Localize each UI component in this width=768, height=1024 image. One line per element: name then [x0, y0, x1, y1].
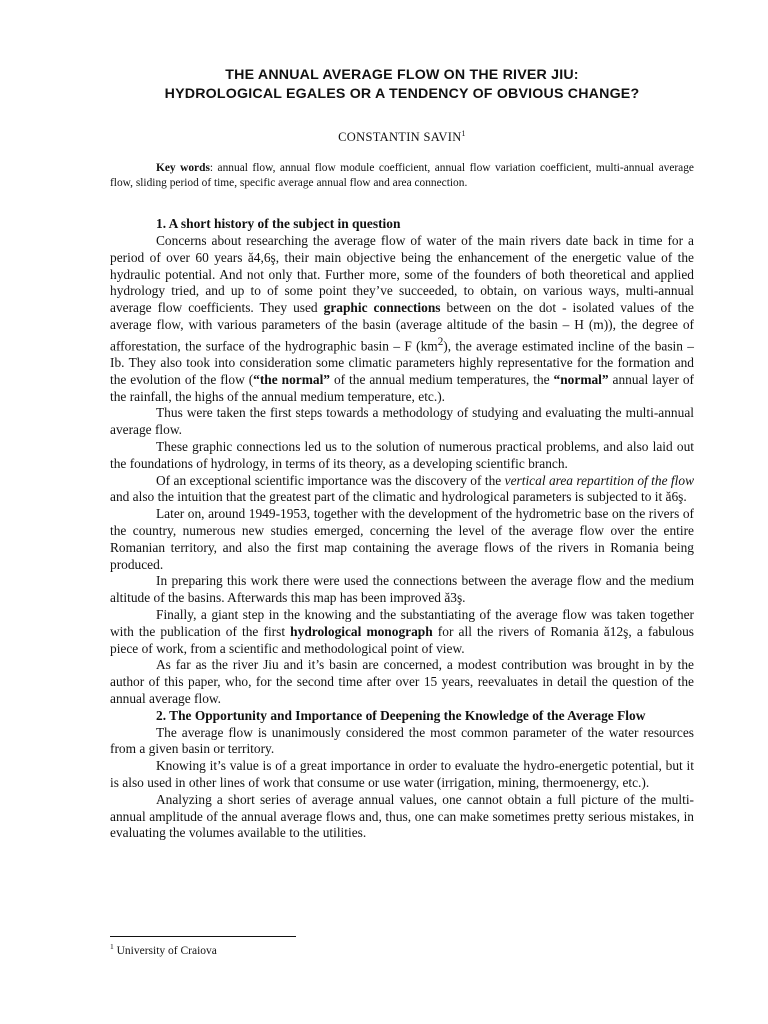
- bold-term: “the normal”: [253, 371, 330, 387]
- text-run: and also the intuition that the greatest part of the climatic and hydrological parameters is subjected to it ă6ş.: [110, 489, 687, 505]
- author-name: CONSTANTIN SAVIN: [338, 130, 462, 145]
- keywords-text: : annual flow, annual flow module coefficient, annual flow variation coefficient, multi-annual average flow, sliding period of time, specific average annual flow and area connection.: [110, 162, 694, 190]
- paragraph: Knowing it’s value is of a great importance in order to evaluate the hydro-energetic potential, but it is also used in other lines of work that consume or use water (irrigation, mining, thermoenergy, etc.).: [110, 758, 694, 790]
- text-run: Concerns about researching the average flow of water of the main rivers date back in time for a period of over 60 years ă4,6ş, their main objective being the enhancement of the energetic value of the hydraulic potential. And not only that. Further more, some of the founders of both theoretical and applied hydrology tried, and up to of some point they’ve succeeded, to obtain, on various ways, multi-annual average flow coefficients. They used: [110, 232, 694, 316]
- text-run: Of an exceptional scientific importance was the discovery of the: [156, 472, 505, 488]
- text-run: Finally, a giant step in the knowing and the substantiating of the average flow was taken together with the publication of the first: [110, 606, 694, 639]
- bold-term: “normal”: [553, 371, 609, 387]
- paragraph: In preparing this work there were used the connections between the average flow and the medium altitude of the basins. Afterwards this map has been improved ă3ş.: [110, 573, 694, 606]
- paragraph: These graphic connections led us to the solution of numerous practical problems, and also laid out the foundations of hydrology, in terms of its theory, as a developing scientific branch.: [110, 438, 694, 471]
- section-1-heading: 1. A short history of the subject in question: [156, 216, 401, 232]
- text-run: of the annual medium temperatures, the: [330, 371, 554, 387]
- footnote-rule: [110, 936, 296, 937]
- keywords-label: Key words: [156, 162, 210, 175]
- title-line-1: THE ANNUAL AVERAGE FLOW ON THE RIVER JIU:: [225, 67, 579, 83]
- paper-body: [110, 216, 694, 842]
- text-run: annual layer of the rainfall, the highs of the annual medium temperature, etc.).: [110, 371, 695, 404]
- section-2-heading: 2. The Opportunity and Importance of Deepening the Knowledge of the Average Flow: [156, 707, 646, 723]
- author-footnote-mark: 1: [461, 129, 466, 138]
- title-line-2: HYDROLOGICAL EGALES OR A TENDENCY OF OBVIOUS CHANGE?: [164, 86, 640, 102]
- footnote: [110, 942, 217, 957]
- paragraph: [110, 233, 694, 405]
- superscript: 2: [437, 335, 444, 348]
- footnote-text: University of Craiova: [113, 944, 217, 957]
- paragraph: [110, 473, 694, 507]
- text-run: between on the dot - isolated values of the average flow, with various parameters of the basin (average altitude of the basin – H (m)), the degree of afforestation, the surface of the hydrographic basin – F (km: [110, 300, 694, 354]
- paragraph: The average flow is unanimously considered the most common parameter of the water resources from a given basin or territory.: [110, 724, 694, 757]
- paragraph: Analyzing a short series of average annual values, one cannot obtain a full picture of the multi-annual amplitude of the annual average flows and, thus, one can make sometimes pretty serious mistakes, in evaluating the volumes available to the utilities.: [110, 791, 694, 841]
- paragraph: As far as the river Jiu and it’s basin are concerned, a modest contribution was brought in by the author of this paper, who, for the second time after over 15 years, reevaluates in detail the question of the annual average flow.: [110, 657, 694, 706]
- bold-term: graphic connections: [323, 300, 441, 316]
- paragraph: Thus were taken the first steps towards a methodology of studying and evaluating the multi-annual average flow.: [110, 405, 694, 438]
- italic-term: vertical area repartition of the flow: [504, 472, 694, 488]
- paragraph: [110, 607, 694, 657]
- text-run: for all the rivers of Romania ă12ş, a fabulous piece of work, from a scientific and methodological point of view.: [110, 623, 694, 656]
- paper-title: [110, 66, 694, 104]
- paragraph: Later on, around 1949-1953, together with the development of the hydrometric base on the rivers of the country, numerous new studies emerged, concerning the level of the average flow over the entire Romanian territory, and also the first map containing the average flows of the rivers in Romania being produced.: [110, 506, 694, 572]
- footnote-mark: 1: [110, 942, 114, 951]
- text-run: ), the average estimated incline of the basin – Ib. They also took into consideration some climatic parameters highly representative for the formation and the evolution of the flow (: [110, 338, 694, 387]
- keywords: [110, 161, 694, 191]
- bold-term: hydrological monograph: [290, 623, 433, 639]
- author: [110, 129, 694, 145]
- paper-page: [110, 66, 694, 842]
